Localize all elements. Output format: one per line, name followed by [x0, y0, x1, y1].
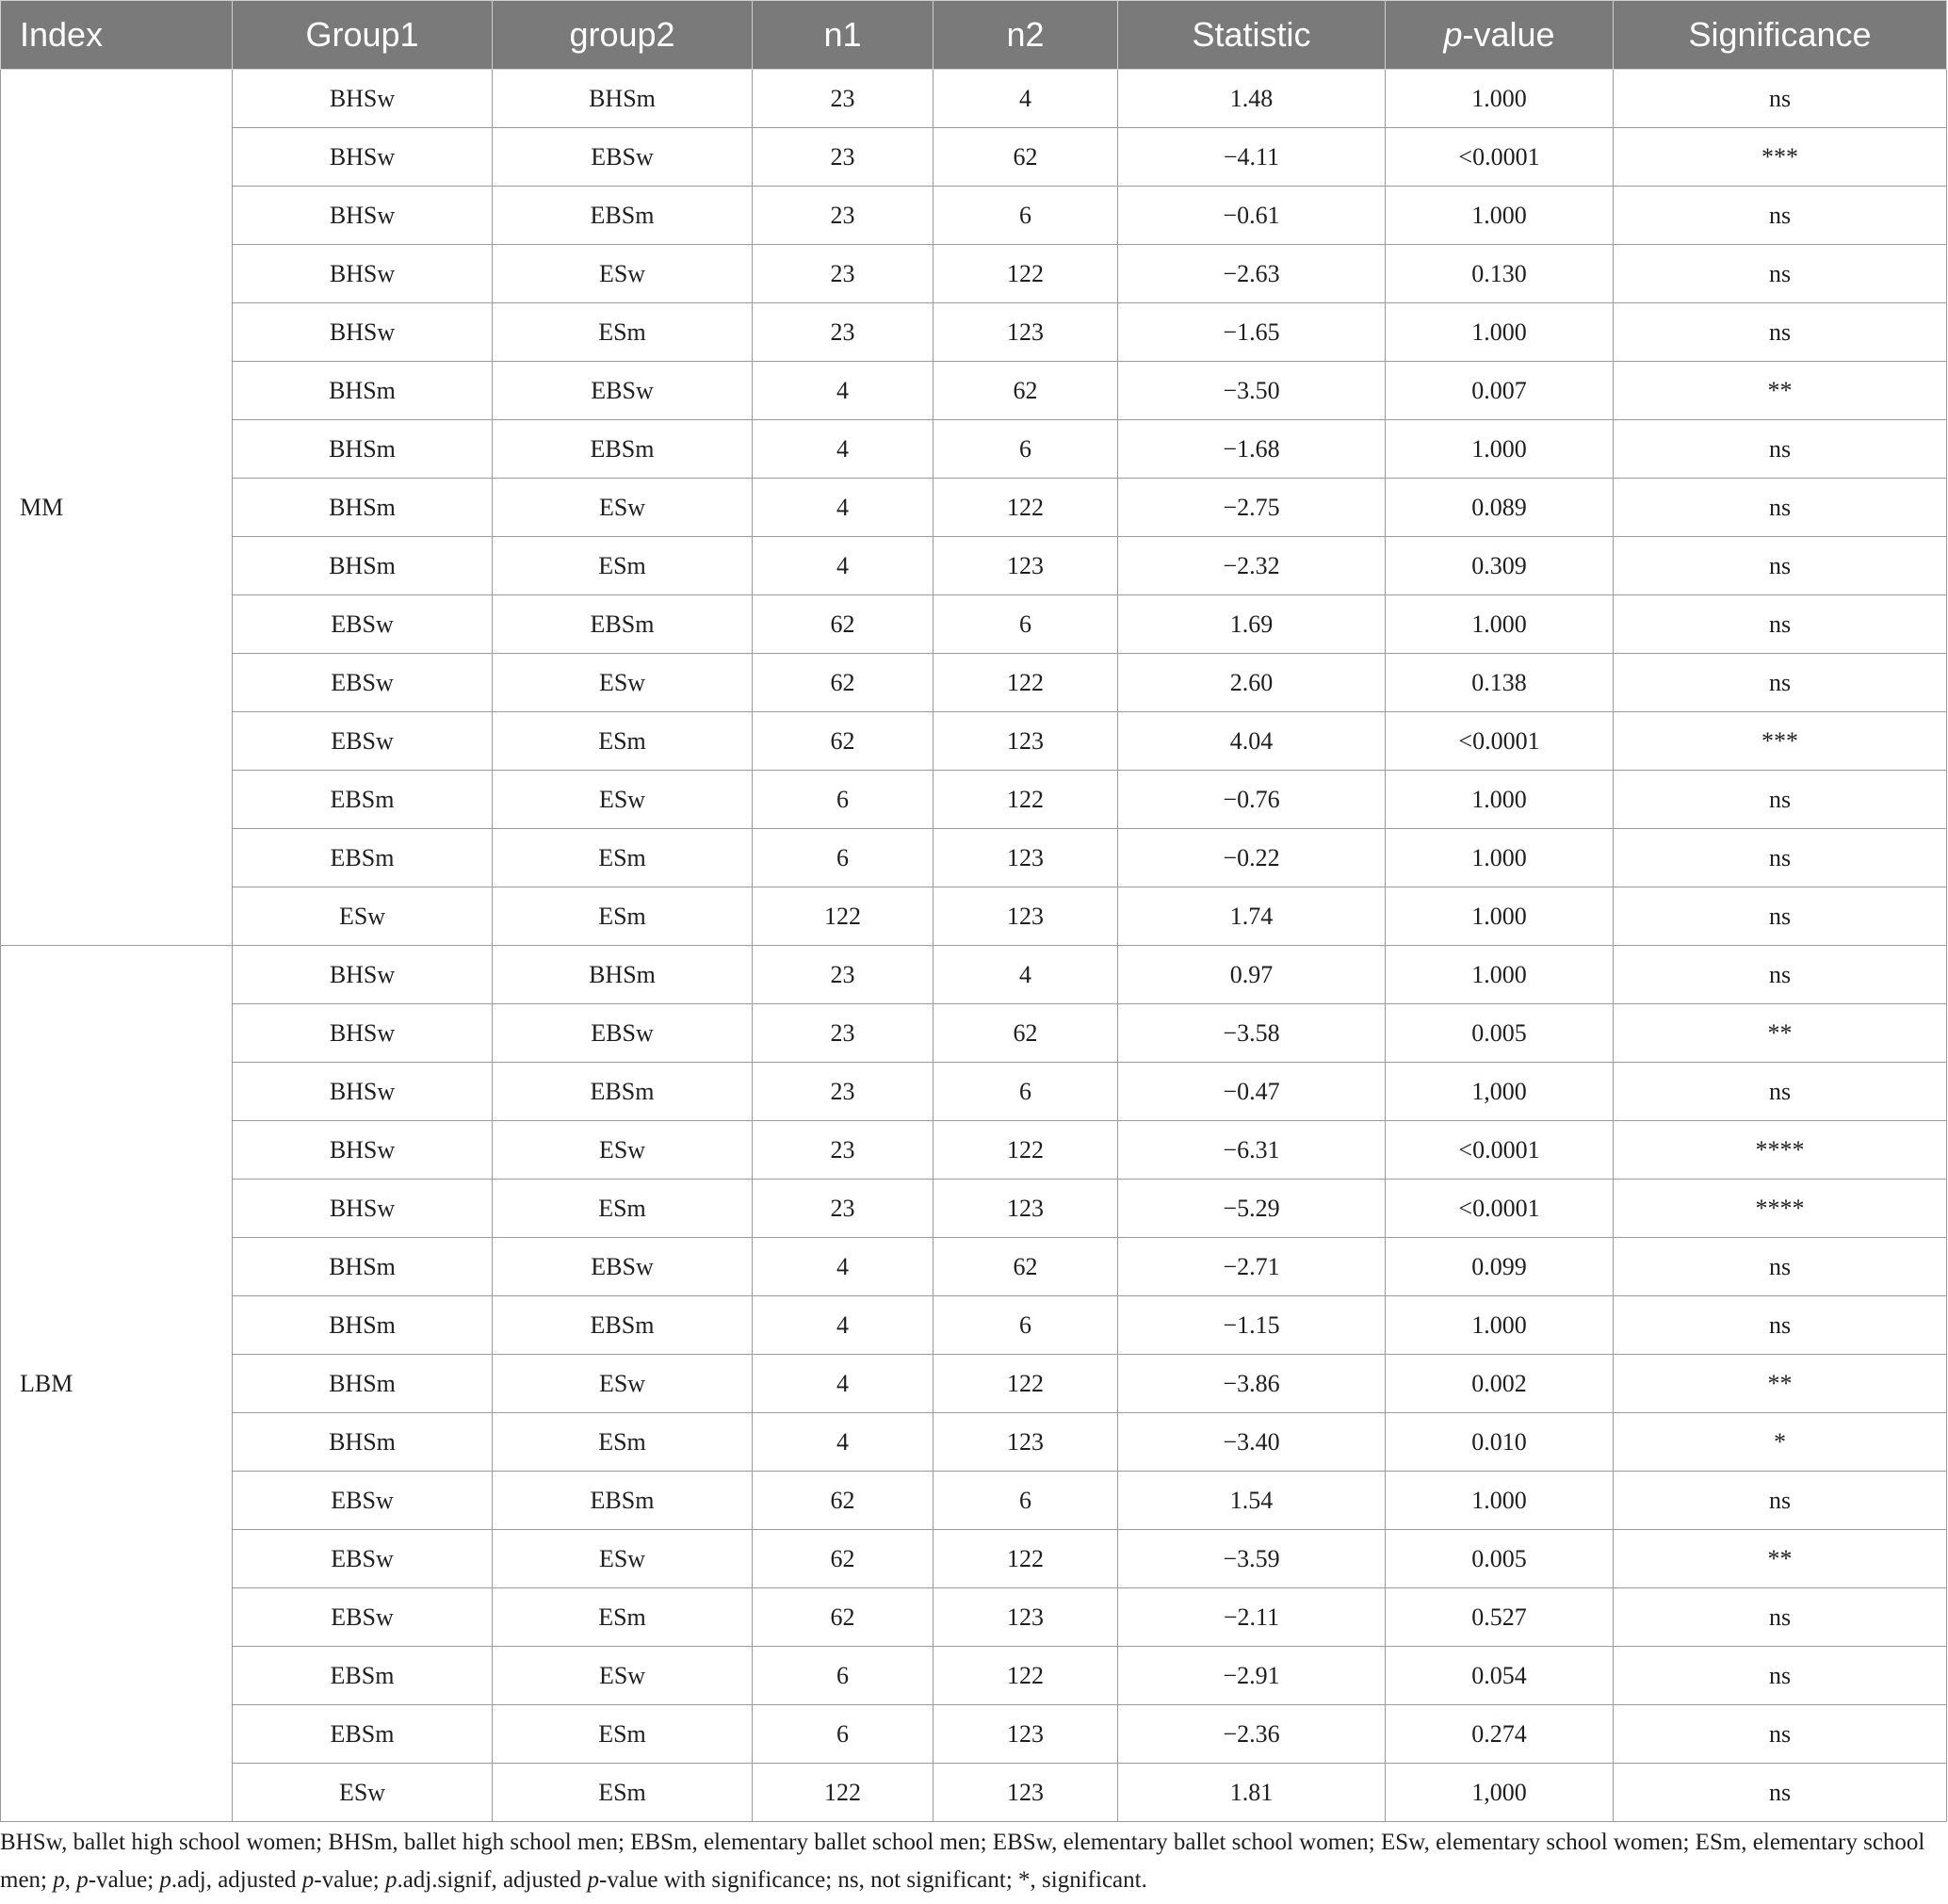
cell-group1: EBSw	[233, 654, 493, 712]
cell-n1: 23	[753, 1121, 933, 1180]
table-row	[1, 537, 1947, 595]
cell-significance: ***	[1614, 128, 1947, 187]
cell-p-value: 0.005	[1386, 1004, 1614, 1063]
cell-group1: EBSw	[233, 1472, 493, 1530]
cell-group2: EBSm	[493, 187, 753, 245]
cell-significance: ns	[1614, 70, 1947, 128]
cell-group2: ESw	[493, 654, 753, 712]
table-row	[1, 887, 1947, 946]
header-statistic: Statistic	[1118, 1, 1386, 70]
cell-group1: EBSw	[233, 595, 493, 654]
cell-n1: 23	[753, 187, 933, 245]
cell-n2: 123	[933, 1588, 1118, 1647]
cell-statistic: −3.50	[1118, 362, 1386, 420]
cell-group2: EBSw	[493, 362, 753, 420]
cell-n1: 4	[753, 1355, 933, 1413]
table-row	[1, 1180, 1947, 1238]
table-row	[1, 946, 1947, 1004]
cell-statistic: −5.29	[1118, 1180, 1386, 1238]
cell-group2: ESw	[493, 1647, 753, 1705]
cell-group2: ESm	[493, 303, 753, 362]
table-row	[1, 1530, 1947, 1588]
cell-statistic: −2.11	[1118, 1588, 1386, 1647]
cell-n1: 6	[753, 1647, 933, 1705]
cell-group2: ESw	[493, 479, 753, 537]
cell-n2: 123	[933, 303, 1118, 362]
cell-significance: ****	[1614, 1121, 1947, 1180]
cell-n1: 23	[753, 1004, 933, 1063]
table-row	[1, 245, 1947, 303]
cell-significance: ****	[1614, 1180, 1947, 1238]
cell-n1: 23	[753, 1180, 933, 1238]
cell-significance: ns	[1614, 303, 1947, 362]
cell-n2: 122	[933, 654, 1118, 712]
table-row	[1, 128, 1947, 187]
cell-n2: 4	[933, 70, 1118, 128]
table-row	[1, 1647, 1947, 1705]
cell-statistic: −2.32	[1118, 537, 1386, 595]
cell-p-value: 0.005	[1386, 1530, 1614, 1588]
footnote-text: BHSw, ballet high school women; BHSm, ballet high school men; EBSm, elementary ballet school men; EBSw, elementary ballet school women; ESw, elementary school women; ESm, elementary school men;	[0, 1830, 1925, 1893]
cell-n2: 122	[933, 1530, 1118, 1588]
cell-group2: EBSm	[493, 1296, 753, 1355]
cell-significance: ns	[1614, 1705, 1947, 1764]
cell-group2: ESm	[493, 712, 753, 771]
table-row	[1, 1472, 1947, 1530]
cell-p-value: 1.000	[1386, 771, 1614, 829]
cell-p-value: <0.0001	[1386, 1121, 1614, 1180]
cell-group2: ESm	[493, 1180, 753, 1238]
cell-n2: 6	[933, 1296, 1118, 1355]
cell-significance: ns	[1614, 946, 1947, 1004]
header-n1: n1	[753, 1, 933, 70]
cell-significance: ns	[1614, 1238, 1947, 1296]
cell-statistic: −0.76	[1118, 771, 1386, 829]
cell-n2: 4	[933, 946, 1118, 1004]
cell-group2: ESw	[493, 245, 753, 303]
cell-significance: ns	[1614, 479, 1947, 537]
cell-p-value: 0.089	[1386, 479, 1614, 537]
cell-n2: 6	[933, 595, 1118, 654]
cell-group2: BHSm	[493, 946, 753, 1004]
cell-n2: 122	[933, 1121, 1118, 1180]
cell-p-value: 1,000	[1386, 1764, 1614, 1822]
cell-group2: ESm	[493, 537, 753, 595]
cell-p-value: 0.527	[1386, 1588, 1614, 1647]
cell-significance: ns	[1614, 1588, 1947, 1647]
cell-statistic: −3.59	[1118, 1530, 1386, 1588]
cell-n2: 6	[933, 1472, 1118, 1530]
cell-n1: 122	[753, 1764, 933, 1822]
table-row	[1, 829, 1947, 887]
cell-group1: EBSw	[233, 1588, 493, 1647]
cell-group2: EBSm	[493, 1472, 753, 1530]
cell-statistic: −1.65	[1118, 303, 1386, 362]
cell-n2: 122	[933, 1647, 1118, 1705]
cell-significance: ns	[1614, 1647, 1947, 1705]
table-row	[1, 1121, 1947, 1180]
cell-group2: EBSm	[493, 595, 753, 654]
cell-n2: 122	[933, 771, 1118, 829]
cell-statistic: −1.15	[1118, 1296, 1386, 1355]
cell-significance: ns	[1614, 1472, 1947, 1530]
cell-p-value: 1.000	[1386, 303, 1614, 362]
cell-statistic: −3.40	[1118, 1413, 1386, 1472]
table-row	[1, 1705, 1947, 1764]
table-row	[1, 1063, 1947, 1121]
cell-p-value: 1.000	[1386, 1472, 1614, 1530]
cell-statistic: 1.74	[1118, 887, 1386, 946]
cell-significance: *	[1614, 1413, 1947, 1472]
footnote-italic: p	[384, 1867, 398, 1893]
cell-n1: 4	[753, 1413, 933, 1472]
cell-n2: 6	[933, 187, 1118, 245]
cell-n1: 6	[753, 771, 933, 829]
cell-n2: 123	[933, 1413, 1118, 1472]
cell-group2: ESw	[493, 1121, 753, 1180]
table-row	[1, 1238, 1947, 1296]
cell-n2: 123	[933, 712, 1118, 771]
cell-group1: BHSm	[233, 1355, 493, 1413]
cell-statistic: −1.68	[1118, 420, 1386, 479]
cell-significance: ns	[1614, 771, 1947, 829]
cell-p-value: 0.007	[1386, 362, 1614, 420]
cell-statistic: −0.22	[1118, 829, 1386, 887]
footnote-text: .adj.signif, adjusted	[397, 1867, 588, 1893]
table-row	[1, 1004, 1947, 1063]
cell-statistic: −2.75	[1118, 479, 1386, 537]
cell-n1: 23	[753, 303, 933, 362]
cell-n2: 6	[933, 420, 1118, 479]
cell-group2: BHSm	[493, 70, 753, 128]
cell-statistic: 1.81	[1118, 1764, 1386, 1822]
table-row	[1, 362, 1947, 420]
cell-n1: 4	[753, 420, 933, 479]
cell-significance: **	[1614, 362, 1947, 420]
cell-significance: ns	[1614, 420, 1947, 479]
cell-significance: **	[1614, 1530, 1947, 1588]
header-p-value	[1386, 1, 1614, 70]
cell-significance: ns	[1614, 595, 1947, 654]
cell-group1: EBSm	[233, 1647, 493, 1705]
cell-group2: ESw	[493, 1530, 753, 1588]
cell-n2: 122	[933, 245, 1118, 303]
cell-p-value: 1.000	[1386, 420, 1614, 479]
cell-significance: ns	[1614, 187, 1947, 245]
cell-group2: ESm	[493, 1588, 753, 1647]
footnote-text: .adj, adjusted	[170, 1867, 302, 1893]
cell-group2: ESm	[493, 1705, 753, 1764]
footnote-text: ,	[64, 1867, 77, 1893]
cell-n1: 62	[753, 1530, 933, 1588]
header-group1: Group1	[233, 1, 493, 70]
cell-n2: 123	[933, 537, 1118, 595]
cell-group1: BHSm	[233, 420, 493, 479]
table-body	[1, 70, 1947, 1822]
cell-statistic: −0.61	[1118, 187, 1386, 245]
footnote-italic: p	[587, 1867, 600, 1893]
cell-group2: ESm	[493, 1413, 753, 1472]
cell-n1: 6	[753, 1705, 933, 1764]
table-row	[1, 1413, 1947, 1472]
header-row	[1, 1, 1947, 70]
cell-n1: 23	[753, 1063, 933, 1121]
cell-group1: BHSw	[233, 303, 493, 362]
cell-n1: 4	[753, 1238, 933, 1296]
cell-group2: ESm	[493, 887, 753, 946]
cell-significance: ns	[1614, 887, 1947, 946]
cell-p-value: 0.274	[1386, 1705, 1614, 1764]
cell-n2: 62	[933, 1004, 1118, 1063]
table-row	[1, 595, 1947, 654]
cell-statistic: −6.31	[1118, 1121, 1386, 1180]
table-row	[1, 420, 1947, 479]
cell-n1: 23	[753, 946, 933, 1004]
cell-n2: 62	[933, 1238, 1118, 1296]
table-row	[1, 187, 1947, 245]
cell-group1: ESw	[233, 1764, 493, 1822]
cell-n1: 62	[753, 1472, 933, 1530]
table-row	[1, 654, 1947, 712]
cell-group1: BHSm	[233, 362, 493, 420]
cell-group1: BHSw	[233, 187, 493, 245]
cell-group1: EBSm	[233, 829, 493, 887]
cell-n1: 4	[753, 362, 933, 420]
cell-significance: **	[1614, 1004, 1947, 1063]
cell-significance: ns	[1614, 654, 1947, 712]
cell-group1: BHSw	[233, 128, 493, 187]
cell-group1: EBSm	[233, 1705, 493, 1764]
cell-n2: 122	[933, 479, 1118, 537]
cell-group1: BHSm	[233, 1413, 493, 1472]
cell-p-value: 0.099	[1386, 1238, 1614, 1296]
cell-statistic: 1.48	[1118, 70, 1386, 128]
cell-n1: 6	[753, 829, 933, 887]
cell-statistic: 4.04	[1118, 712, 1386, 771]
cell-p-value: 1.000	[1386, 887, 1614, 946]
cell-group1: BHSw	[233, 70, 493, 128]
cell-significance: ns	[1614, 1764, 1947, 1822]
cell-p-value: 1.000	[1386, 1296, 1614, 1355]
cell-n2: 122	[933, 1355, 1118, 1413]
cell-group2: EBSm	[493, 420, 753, 479]
cell-group1: BHSm	[233, 479, 493, 537]
cell-n1: 62	[753, 1588, 933, 1647]
cell-p-value: 0.002	[1386, 1355, 1614, 1413]
table-row	[1, 1296, 1947, 1355]
table-row	[1, 771, 1947, 829]
header-group2: group2	[493, 1, 753, 70]
cell-group2: ESm	[493, 1764, 753, 1822]
cell-n1: 4	[753, 1296, 933, 1355]
cell-n1: 23	[753, 128, 933, 187]
cell-p-value: 0.138	[1386, 654, 1614, 712]
cell-statistic: −2.63	[1118, 245, 1386, 303]
cell-n2: 6	[933, 1063, 1118, 1121]
table-row	[1, 1588, 1947, 1647]
cell-statistic: −3.58	[1118, 1004, 1386, 1063]
cell-significance: ns	[1614, 1296, 1947, 1355]
cell-p-value: <0.0001	[1386, 712, 1614, 771]
cell-p-value: <0.0001	[1386, 1180, 1614, 1238]
table-row	[1, 1764, 1947, 1822]
cell-significance: ns	[1614, 1063, 1947, 1121]
footnote-text: -value;	[314, 1867, 385, 1893]
cell-group1: BHSw	[233, 1063, 493, 1121]
cell-n1: 62	[753, 595, 933, 654]
cell-statistic: 1.69	[1118, 595, 1386, 654]
cell-group2: ESw	[493, 1355, 753, 1413]
cell-n1: 23	[753, 70, 933, 128]
cell-n1: 62	[753, 654, 933, 712]
footnote-italic: p	[53, 1867, 65, 1893]
header-n2: n2	[933, 1, 1118, 70]
cell-significance: **	[1614, 1355, 1947, 1413]
cell-group2: EBSw	[493, 1004, 753, 1063]
footnote-italic: p	[159, 1867, 171, 1893]
cell-n1: 23	[753, 245, 933, 303]
cell-group2: ESm	[493, 829, 753, 887]
cell-p-value: 1.000	[1386, 187, 1614, 245]
cell-n1: 4	[753, 479, 933, 537]
cell-n2: 123	[933, 829, 1118, 887]
cell-p-value: 1.000	[1386, 946, 1614, 1004]
cell-group2: EBSm	[493, 1063, 753, 1121]
header-index: Index	[1, 1, 233, 70]
table-row	[1, 712, 1947, 771]
footnote-text: -value with significance; ns, not significant; *, significant.	[599, 1867, 1147, 1893]
footnote-italic: p	[301, 1867, 315, 1893]
cell-statistic: 0.97	[1118, 946, 1386, 1004]
cell-n2: 62	[933, 362, 1118, 420]
cell-group1: EBSw	[233, 712, 493, 771]
index-cell: MM	[1, 70, 233, 946]
cell-p-value: <0.0001	[1386, 128, 1614, 187]
cell-group2: EBSw	[493, 128, 753, 187]
cell-n2: 123	[933, 1764, 1118, 1822]
cell-group1: BHSw	[233, 245, 493, 303]
table-row	[1, 70, 1947, 128]
cell-group1: BHSm	[233, 537, 493, 595]
cell-group1: BHSm	[233, 1238, 493, 1296]
cell-n1: 62	[753, 712, 933, 771]
cell-p-value: 1.000	[1386, 70, 1614, 128]
cell-n2: 123	[933, 887, 1118, 946]
cell-group1: BHSm	[233, 1296, 493, 1355]
cell-group1: BHSw	[233, 1004, 493, 1063]
cell-statistic: 1.54	[1118, 1472, 1386, 1530]
cell-n2: 62	[933, 128, 1118, 187]
cell-group1: EBSm	[233, 771, 493, 829]
cell-significance: ns	[1614, 245, 1947, 303]
cell-n2: 123	[933, 1180, 1118, 1238]
cell-statistic: −0.47	[1118, 1063, 1386, 1121]
cell-significance: ns	[1614, 829, 1947, 887]
cell-group1: EBSw	[233, 1530, 493, 1588]
cell-statistic: 2.60	[1118, 654, 1386, 712]
cell-n1: 4	[753, 537, 933, 595]
cell-group1: BHSw	[233, 1121, 493, 1180]
footnote-italic: p	[76, 1867, 89, 1893]
cell-p-value: 0.054	[1386, 1647, 1614, 1705]
header-significance: Significance	[1614, 1, 1947, 70]
cell-group2: EBSw	[493, 1238, 753, 1296]
cell-statistic: −4.11	[1118, 128, 1386, 187]
cell-statistic: −2.36	[1118, 1705, 1386, 1764]
footnote-text: -value;	[88, 1867, 160, 1893]
cell-significance: ns	[1614, 537, 1947, 595]
header-p-letter: p	[1443, 15, 1463, 54]
cell-statistic: −2.71	[1118, 1238, 1386, 1296]
table-row	[1, 1355, 1947, 1413]
cell-group1: ESw	[233, 887, 493, 946]
cell-group1: BHSw	[233, 1180, 493, 1238]
table-footnote	[0, 1824, 1946, 1899]
cell-group1: BHSw	[233, 946, 493, 1004]
cell-n1: 122	[753, 887, 933, 946]
cell-statistic: −2.91	[1118, 1647, 1386, 1705]
index-cell: LBM	[1, 946, 233, 1822]
cell-p-value: 1.000	[1386, 829, 1614, 887]
table-row	[1, 479, 1947, 537]
cell-n2: 123	[933, 1705, 1118, 1764]
cell-p-value: 0.309	[1386, 537, 1614, 595]
cell-p-value: 1.000	[1386, 595, 1614, 654]
cell-significance: ***	[1614, 712, 1947, 771]
cell-p-value: 1,000	[1386, 1063, 1614, 1121]
cell-group2: ESw	[493, 771, 753, 829]
table-row	[1, 303, 1947, 362]
cell-statistic: −3.86	[1118, 1355, 1386, 1413]
cell-p-value: 0.130	[1386, 245, 1614, 303]
header-p-suffix: -value	[1462, 15, 1555, 54]
cell-p-value: 0.010	[1386, 1413, 1614, 1472]
